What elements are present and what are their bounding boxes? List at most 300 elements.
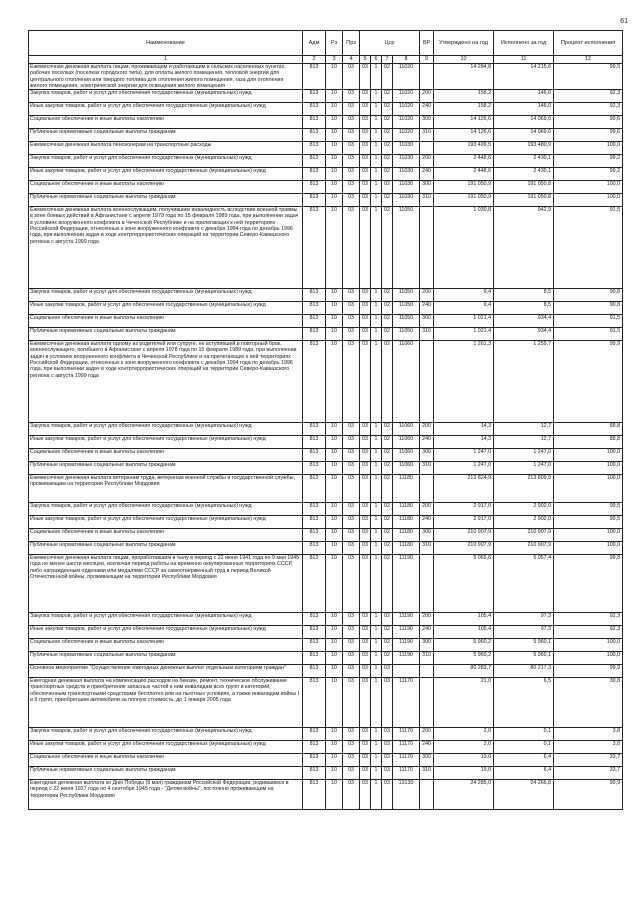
code-vr (420, 64, 434, 90)
code-prz: 03 (343, 207, 360, 289)
code-csr-2: 1 (371, 423, 382, 436)
code-adm: 813 (303, 328, 326, 341)
table-row (29, 503, 623, 516)
header-prz: Прз (343, 31, 360, 56)
code-csr-1: 03 (360, 754, 371, 767)
code-adm: 813 (303, 529, 326, 542)
col-number: 12 (554, 56, 623, 64)
code-csr-2: 1 (371, 341, 382, 423)
code-csr-2: 1 (371, 194, 382, 207)
executed-amount: 5 960,1 (494, 652, 554, 665)
code-vr: 300 (420, 181, 434, 194)
code-csr-2: 1 (371, 475, 382, 503)
code-csr-4: 11050 (393, 315, 420, 328)
col-number: 4 (343, 56, 360, 64)
approved-amount: 210 907,9 (434, 529, 494, 542)
code-adm: 813 (303, 503, 326, 516)
page-number: 61 (620, 18, 628, 25)
code-adm: 813 (303, 302, 326, 315)
approved-amount: 2 917,0 (434, 516, 494, 529)
row-name: Закупка товаров, работ и услуг для обеспечения государственных (муниципальных) нужд (29, 155, 303, 168)
code-csr-1: 03 (360, 423, 371, 436)
table-row (29, 678, 623, 728)
code-csr-3: 03 (382, 741, 393, 754)
code-csr-3: 02 (382, 315, 393, 328)
execution-percent: 33,7 (554, 767, 623, 780)
code-prz: 03 (343, 289, 360, 302)
code-prz: 03 (343, 639, 360, 652)
row-name: Иные закупки товаров, работ и услуг для обеспечения государственных (муниципальных) нужд (29, 436, 303, 449)
executed-amount: 1 247,0 (494, 449, 554, 462)
approved-amount: 1 021,4 (434, 315, 494, 328)
table-row (29, 516, 623, 529)
executed-amount: 8,5 (494, 302, 554, 315)
code-csr-2: 1 (371, 639, 382, 652)
table-row (29, 289, 623, 302)
row-name: Публичные нормативные социальные выплаты гражданам (29, 328, 303, 341)
code-csr-3: 02 (382, 103, 393, 116)
code-vr: 240 (420, 626, 434, 639)
executed-amount: 146,0 (494, 90, 554, 103)
approved-amount: 1 247,0 (434, 449, 494, 462)
row-name: Публичные нормативные социальные выплаты гражданам (29, 542, 303, 555)
code-csr-2: 1 (371, 516, 382, 529)
code-csr-4: 11060 (393, 462, 420, 475)
row-name: Основное мероприятие "Осуществление ежегодных денежных выплат отдельным категориям граждан" (29, 665, 303, 678)
approved-amount: 158,2 (434, 90, 494, 103)
code-vr: 300 (420, 529, 434, 542)
code-rz: 10 (326, 328, 343, 341)
code-csr-4: 11190 (393, 626, 420, 639)
code-rz: 10 (326, 728, 343, 741)
code-csr-3: 02 (382, 475, 393, 503)
execution-percent: 33,7 (554, 754, 623, 767)
executed-amount: 2 430,1 (494, 168, 554, 181)
table-row (29, 626, 623, 639)
code-prz: 03 (343, 155, 360, 168)
execution-percent: 91,5 (554, 315, 623, 328)
execution-percent: 99,8 (554, 555, 623, 613)
code-rz: 10 (326, 315, 343, 328)
code-csr-1: 03 (360, 678, 371, 728)
code-csr-3: 02 (382, 129, 393, 142)
executed-amount: 191 050,8 (494, 194, 554, 207)
code-csr-2: 1 (371, 767, 382, 780)
code-csr-4: 11190 (393, 652, 420, 665)
execution-percent: 100,0 (554, 194, 623, 207)
code-csr-1: 03 (360, 341, 371, 423)
execution-percent: 90,8 (554, 289, 623, 302)
code-csr-2: 1 (371, 436, 382, 449)
code-adm: 813 (303, 155, 326, 168)
code-rz: 10 (326, 103, 343, 116)
code-vr: 310 (420, 767, 434, 780)
code-rz: 10 (326, 503, 343, 516)
code-csr-2: 1 (371, 142, 382, 155)
code-csr-3: 02 (382, 116, 393, 129)
code-csr-4: 11020 (393, 103, 420, 116)
code-csr-1: 03 (360, 328, 371, 341)
execution-percent: 30,8 (554, 678, 623, 728)
row-name: Публичные нормативные социальные выплаты гражданам (29, 194, 303, 207)
code-csr-3: 03 (382, 754, 393, 767)
code-csr-3: 02 (382, 449, 393, 462)
code-csr-1: 03 (360, 168, 371, 181)
code-csr-2: 1 (371, 462, 382, 475)
row-name: Ежегодная денежная выплата на компенсацию расходов на бензин, ремонт, техническое обслуживание транспортных средств и приобретение запасных частей к ним инвалидам всех групп и категорий, обеспеченным транспортными средствами бесплатно или на льготных условиях, а также инвалидам войны I и II групп, приобретшим автомобили за полную стоимость, до 1 января 2005 года (29, 678, 303, 728)
code-csr-2: 1 (371, 207, 382, 289)
code-rz: 10 (326, 302, 343, 315)
code-csr-1: 03 (360, 626, 371, 639)
code-csr-3: 02 (382, 168, 393, 181)
code-csr-4: 11170 (393, 767, 420, 780)
table-row (29, 207, 623, 289)
row-name: Публичные нормативные социальные выплаты гражданам (29, 129, 303, 142)
approved-amount: 213 824,9 (434, 475, 494, 503)
executed-amount: 1 247,0 (494, 462, 554, 475)
row-name: Ежегодная денежная выплата ко Дню Победы (9 мая) гражданам Российской Федерации, родившимся в период с 22 июня 1927 года по 4 сентября 1945 года - "Детям войны", постоянно проживающим на территории Республики Мордовия (29, 780, 303, 810)
code-rz: 10 (326, 665, 343, 678)
approved-amount: 9,4 (434, 302, 494, 315)
table-row (29, 613, 623, 626)
code-adm: 813 (303, 542, 326, 555)
table-row (29, 328, 623, 341)
approved-amount: 158,2 (434, 103, 494, 116)
code-csr-4: 11020 (393, 64, 420, 90)
code-csr-3: 02 (382, 90, 393, 103)
code-csr-4: 11190 (393, 639, 420, 652)
code-prz: 03 (343, 555, 360, 613)
approved-amount: 5 960,2 (434, 639, 494, 652)
code-csr-3: 02 (382, 328, 393, 341)
code-adm: 813 (303, 780, 326, 810)
code-csr-1: 03 (360, 129, 371, 142)
execution-percent: 99,2 (554, 168, 623, 181)
code-csr-3: 02 (382, 194, 393, 207)
executed-amount: 942,9 (494, 207, 554, 289)
code-rz: 10 (326, 116, 343, 129)
col-number: 7 (382, 56, 393, 64)
code-csr-1: 03 (360, 780, 371, 810)
code-csr-4: 11180 (393, 516, 420, 529)
code-csr-2: 1 (371, 780, 382, 810)
code-vr (420, 780, 434, 810)
approved-amount: 19,0 (434, 754, 494, 767)
code-csr-2: 1 (371, 328, 382, 341)
approved-amount: 1 030,8 (434, 207, 494, 289)
code-csr-4: 11170 (393, 728, 420, 741)
executed-amount: 14 069,6 (494, 129, 554, 142)
code-prz: 03 (343, 767, 360, 780)
code-csr-1: 03 (360, 155, 371, 168)
code-csr-1: 03 (360, 555, 371, 613)
approved-amount: 210 907,9 (434, 542, 494, 555)
row-name: Социальное обеспечение и иные выплаты населению (29, 449, 303, 462)
code-rz: 10 (326, 626, 343, 639)
code-rz: 10 (326, 142, 343, 155)
execution-percent: 88,8 (554, 423, 623, 436)
execution-percent: 100,0 (554, 529, 623, 542)
code-csr-3: 02 (382, 516, 393, 529)
approved-amount: 14 126,6 (434, 129, 494, 142)
code-csr-4: 11030 (393, 155, 420, 168)
row-name: Закупка товаров, работ и услуг для обеспечения государственных (муниципальных) нужд (29, 503, 303, 516)
table-row (29, 129, 623, 142)
executed-amount: 97,3 (494, 613, 554, 626)
table-row (29, 64, 623, 90)
code-vr (420, 142, 434, 155)
execution-percent: 99,9 (554, 780, 623, 810)
executed-amount: 210 907,9 (494, 529, 554, 542)
code-prz: 03 (343, 516, 360, 529)
executed-amount: 0,1 (494, 741, 554, 754)
code-vr: 200 (420, 289, 434, 302)
code-vr: 310 (420, 129, 434, 142)
code-csr-2: 1 (371, 542, 382, 555)
code-rz: 10 (326, 90, 343, 103)
code-csr-2: 1 (371, 90, 382, 103)
code-csr-3: 02 (382, 436, 393, 449)
code-adm: 813 (303, 516, 326, 529)
row-name: Ежемесячная денежная выплата ветеранам труда, ветеранам военной службы и государственной службы, проживающим на территории Республики Мордовия (29, 475, 303, 503)
code-csr-4: 11020 (393, 90, 420, 103)
executed-amount: 2 902,0 (494, 516, 554, 529)
code-vr: 310 (420, 328, 434, 341)
code-csr-1: 03 (360, 90, 371, 103)
code-csr-4: 13130 (393, 780, 420, 810)
table-row (29, 639, 623, 652)
approved-amount: 21,0 (434, 678, 494, 728)
executed-amount: 80 217,3 (494, 665, 554, 678)
code-vr: 240 (420, 302, 434, 315)
row-name: Публичные нормативные социальные выплаты гражданам (29, 462, 303, 475)
code-vr (420, 475, 434, 503)
code-csr-4: 11170 (393, 754, 420, 767)
code-vr: 300 (420, 639, 434, 652)
code-adm: 813 (303, 142, 326, 155)
code-csr-2: 1 (371, 116, 382, 129)
code-rz: 10 (326, 741, 343, 754)
code-csr-3: 02 (382, 639, 393, 652)
code-prz: 03 (343, 503, 360, 516)
row-name: Социальное обеспечение и иные выплаты населению (29, 529, 303, 542)
code-prz: 03 (343, 626, 360, 639)
col-number: 1 (29, 56, 303, 64)
code-prz: 03 (343, 728, 360, 741)
code-csr-1: 03 (360, 194, 371, 207)
code-prz: 03 (343, 780, 360, 810)
header-row (29, 31, 623, 56)
code-csr-1: 03 (360, 449, 371, 462)
approved-amount: 105,4 (434, 613, 494, 626)
execution-percent: 100,0 (554, 142, 623, 155)
code-vr: 240 (420, 168, 434, 181)
code-vr: 200 (420, 503, 434, 516)
execution-percent: 100,0 (554, 639, 623, 652)
code-vr: 300 (420, 449, 434, 462)
table-row (29, 168, 623, 181)
code-rz: 10 (326, 436, 343, 449)
code-prz: 03 (343, 302, 360, 315)
execution-percent: 3,8 (554, 728, 623, 741)
executed-amount: 97,3 (494, 626, 554, 639)
row-name: Иные закупки товаров, работ и услуг для обеспечения государственных (муниципальных) нужд (29, 302, 303, 315)
code-csr-3: 03 (382, 665, 393, 678)
code-prz: 03 (343, 181, 360, 194)
row-name: Социальное обеспечение и иные выплаты населению (29, 181, 303, 194)
code-vr (420, 665, 434, 678)
row-name: Социальное обеспечение и иные выплаты населению (29, 639, 303, 652)
code-csr-2: 1 (371, 652, 382, 665)
code-csr-2: 1 (371, 155, 382, 168)
code-adm: 813 (303, 315, 326, 328)
code-prz: 03 (343, 678, 360, 728)
execution-percent: 100,0 (554, 449, 623, 462)
approved-amount: 14,3 (434, 436, 494, 449)
code-csr-2: 1 (371, 289, 382, 302)
execution-percent: 100,0 (554, 652, 623, 665)
code-rz: 10 (326, 639, 343, 652)
code-csr-4: 11180 (393, 529, 420, 542)
header-percent: Процент исполнения (554, 31, 623, 56)
code-csr-4: 11050 (393, 207, 420, 289)
code-vr: 310 (420, 194, 434, 207)
code-rz: 10 (326, 341, 343, 423)
code-csr-4: 11050 (393, 328, 420, 341)
code-rz: 10 (326, 64, 343, 90)
code-csr-1: 03 (360, 741, 371, 754)
table-row (29, 302, 623, 315)
code-csr-2: 1 (371, 555, 382, 613)
executed-amount: 14 215,6 (494, 64, 554, 90)
code-vr: 300 (420, 116, 434, 129)
budget-table (28, 30, 623, 810)
code-prz: 03 (343, 90, 360, 103)
col-number: 8 (393, 56, 420, 64)
code-csr-3: 02 (382, 555, 393, 613)
code-csr-3: 02 (382, 155, 393, 168)
code-rz: 10 (326, 529, 343, 542)
code-csr-3: 02 (382, 542, 393, 555)
code-csr-4: 11180 (393, 542, 420, 555)
code-csr-1: 03 (360, 516, 371, 529)
approved-amount: 2,0 (434, 741, 494, 754)
code-adm: 813 (303, 207, 326, 289)
code-csr-4: 11170 (393, 678, 420, 728)
code-prz: 03 (343, 341, 360, 423)
table-row (29, 315, 623, 328)
header-rz: Рз (326, 31, 343, 56)
code-prz: 03 (343, 129, 360, 142)
approved-amount: 2 917,0 (434, 503, 494, 516)
code-csr-4: 11030 (393, 142, 420, 155)
code-rz: 10 (326, 542, 343, 555)
code-rz: 10 (326, 613, 343, 626)
code-adm: 813 (303, 767, 326, 780)
row-name: Иные закупки товаров, работ и услуг для обеспечения государственных (муниципальных) нужд (29, 516, 303, 529)
code-prz: 03 (343, 475, 360, 503)
row-name: Ежемесячная денежная выплата военнослужащим, получившим инвалидность вследствие военной травмы в зоне боевых действий в Афганистане с апреля 1978 года по 15 февраля 1989 года, при выполнении задач в условиях вооруженного конфликта в Чеченской Республике и на прилегающих к ней территориях Российской Федерации, отнесенных к зоне вооруженного конфликта с декабря 1994 года по декабрь 1996 года, при выполнении задач в ходе контртеррористических операций на территории Северо-Кавказского региона с августа 1999 года (29, 207, 303, 289)
code-prz: 03 (343, 64, 360, 90)
code-prz: 03 (343, 665, 360, 678)
execution-percent: 100,0 (554, 542, 623, 555)
code-csr-2: 1 (371, 613, 382, 626)
row-name: Публичные нормативные социальные выплаты гражданам (29, 652, 303, 665)
execution-percent: 100,0 (554, 181, 623, 194)
code-prz: 03 (343, 462, 360, 475)
code-adm: 813 (303, 652, 326, 665)
code-csr-1: 03 (360, 116, 371, 129)
executed-amount: 5 057,4 (494, 555, 554, 613)
table-row (29, 90, 623, 103)
approved-amount: 2 448,6 (434, 168, 494, 181)
col-number: 11 (494, 56, 554, 64)
code-csr-4: 11060 (393, 423, 420, 436)
table-row (29, 142, 623, 155)
code-csr-1: 03 (360, 613, 371, 626)
code-prz: 03 (343, 423, 360, 436)
code-csr-3: 02 (382, 207, 393, 289)
code-prz: 03 (343, 116, 360, 129)
code-vr (420, 207, 434, 289)
table-row (29, 555, 623, 613)
approved-amount: 191 050,9 (434, 181, 494, 194)
approved-amount: 2,0 (434, 728, 494, 741)
code-vr: 200 (420, 423, 434, 436)
code-csr-2: 1 (371, 302, 382, 315)
executed-amount: 8,5 (494, 289, 554, 302)
code-adm: 813 (303, 129, 326, 142)
code-csr-2: 1 (371, 678, 382, 728)
code-csr-2: 1 (371, 626, 382, 639)
code-csr-2: 1 (371, 754, 382, 767)
code-vr (420, 341, 434, 423)
approved-amount: 193 499,5 (434, 142, 494, 155)
code-csr-3: 03 (382, 678, 393, 728)
code-csr-1: 03 (360, 289, 371, 302)
code-csr-1: 03 (360, 767, 371, 780)
code-adm: 813 (303, 678, 326, 728)
executed-amount: 14 069,6 (494, 116, 554, 129)
code-rz: 10 (326, 168, 343, 181)
executed-amount: 6,4 (494, 754, 554, 767)
code-csr-3: 02 (382, 652, 393, 665)
code-vr (420, 678, 434, 728)
header-approved: Утверждено на год (434, 31, 494, 56)
code-csr-4: 11060 (393, 436, 420, 449)
table-row (29, 475, 623, 503)
code-vr: 310 (420, 462, 434, 475)
code-rz: 10 (326, 462, 343, 475)
approved-amount: 5 065,6 (434, 555, 494, 613)
code-csr-4: 11020 (393, 129, 420, 142)
table-row (29, 181, 623, 194)
code-adm: 813 (303, 639, 326, 652)
executed-amount: 24 266,8 (494, 780, 554, 810)
approved-amount: 14,3 (434, 423, 494, 436)
col-number: 5 (360, 56, 371, 64)
code-adm: 813 (303, 116, 326, 129)
code-csr-3: 02 (382, 341, 393, 423)
code-rz: 10 (326, 678, 343, 728)
code-adm: 813 (303, 462, 326, 475)
table-row (29, 103, 623, 116)
execution-percent: 99,5 (554, 516, 623, 529)
code-rz: 10 (326, 767, 343, 780)
code-csr-2: 1 (371, 315, 382, 328)
code-adm: 813 (303, 665, 326, 678)
executed-amount: 213 809,9 (494, 475, 554, 503)
